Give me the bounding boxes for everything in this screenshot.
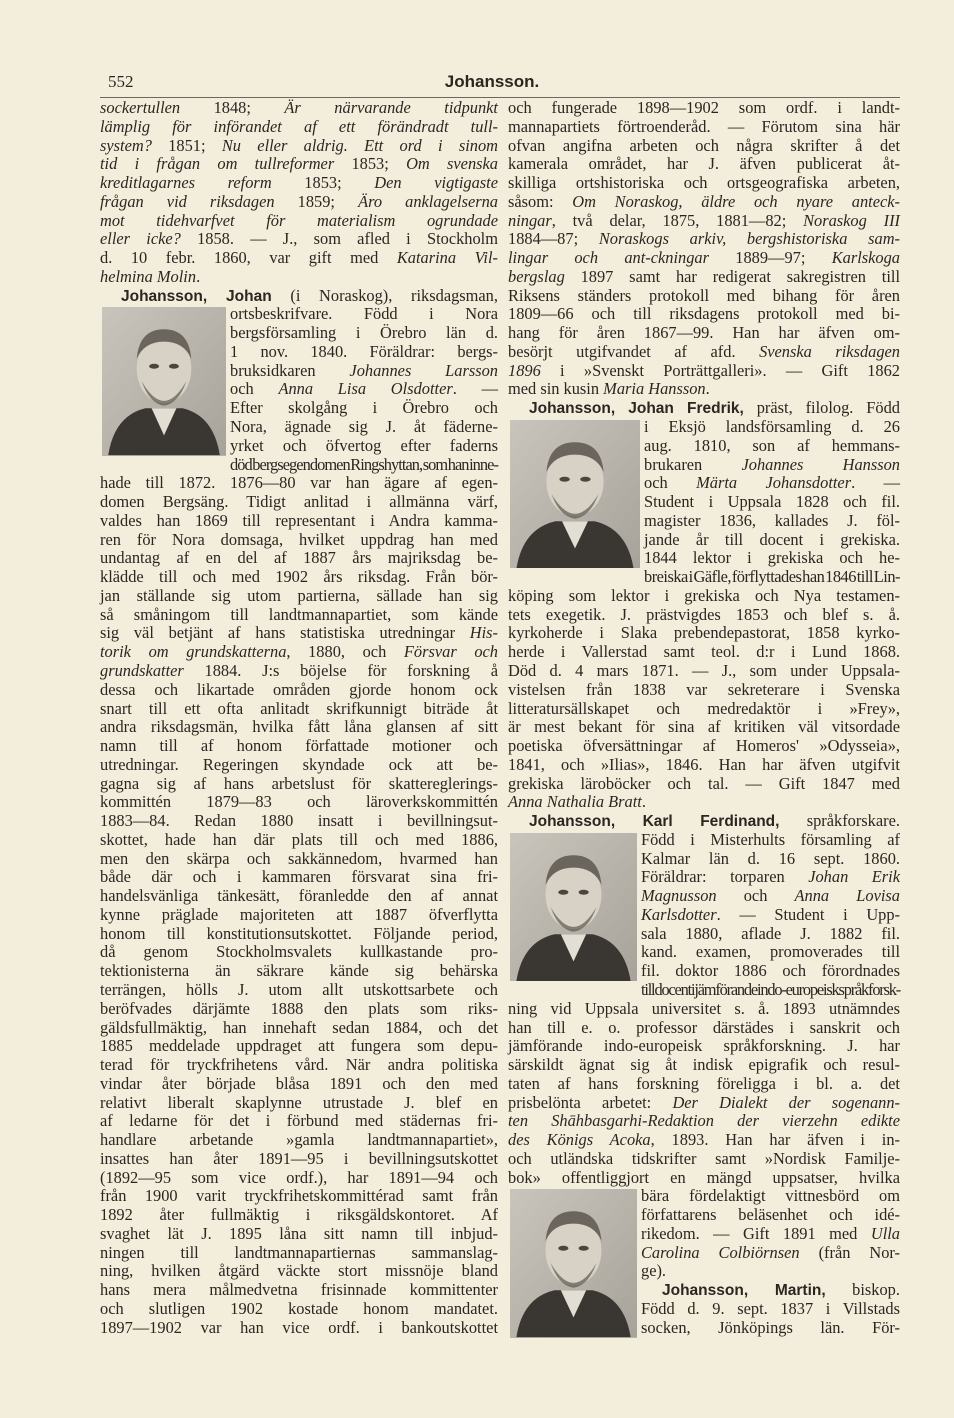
text-span: af ledarne för det i förbund med städernas fri-: [100, 1111, 498, 1131]
text-line: [508, 756, 900, 775]
text-span: jan ställande sig utom partierna, sällade han sig: [100, 585, 498, 605]
text-line: [508, 718, 900, 737]
text-line: [100, 1206, 498, 1225]
italic-text: Johan Erik: [808, 867, 901, 887]
text-line: [100, 568, 498, 587]
text-line: [100, 756, 498, 775]
text-line: [100, 1187, 498, 1206]
text-line: [100, 1019, 498, 1038]
text-line: [508, 155, 900, 174]
italic-text: Svenska riksdagen: [759, 341, 901, 361]
text-span: men den skärpa och sakkännedom, hvarmed han: [100, 848, 498, 868]
text-span: 1897 samt har redigerat sakregistren till: [564, 266, 900, 286]
text-line: [508, 568, 900, 587]
italic-text: helmina Molin: [100, 266, 197, 286]
text-span: hang för åren 1867—99. Han har äfven om-: [508, 323, 900, 343]
portrait-martin-johansson: [510, 1189, 637, 1337]
text-span: och: [230, 379, 279, 399]
text-line: [100, 887, 498, 906]
text-span: ortsbeskrifvare. Född i Nora: [230, 304, 498, 324]
text-line: [100, 681, 498, 700]
text-span: 1884. J:s böjelse för forskning å: [183, 660, 498, 680]
italic-text: Magnusson: [641, 886, 717, 906]
italic-text: Der Dialekt der sogenann-: [672, 1092, 900, 1112]
text-span: yrket och öfvertog efter faderns: [230, 435, 498, 455]
text-line: [508, 793, 900, 812]
text-line: [100, 268, 498, 287]
text-span: grekiska läroböcker och tal. — Gift 1847 med: [508, 773, 900, 793]
text-line: [100, 775, 498, 794]
text-line: [100, 1131, 498, 1150]
text-line: [508, 343, 900, 362]
text-line: [100, 1094, 498, 1113]
text-span: terrängen, hölls J. utom allt utskottsarbete och: [100, 979, 498, 999]
text-span: 1844 lektor i grekiska och he-: [644, 548, 900, 568]
text-line: [508, 1075, 900, 1094]
italic-text: ningar: [508, 210, 552, 230]
text-span: poetiska öfversättningar af Homeros' »Odysseia»,: [508, 736, 900, 756]
text-span: beröfvades därjämte 1888 den plats som riks-: [100, 998, 498, 1018]
italic-text: Katarina Vil-: [396, 248, 498, 268]
text-span: språkforskare.: [779, 811, 900, 831]
text-span: 1859;: [274, 191, 359, 211]
text-line: [100, 456, 498, 475]
text-span: litteratursällskapet och medredaktör i »Frey»,: [508, 698, 900, 718]
text-line: [100, 1169, 498, 1188]
text-line: [100, 174, 498, 193]
text-line: [508, 118, 900, 137]
text-span: och utländska tidskrifter samt »Nordisk Familje-: [508, 1148, 900, 1168]
text-line: [100, 587, 498, 606]
text-span: 1897—1902 var han vice ordf. i bankoutskottet: [100, 1317, 498, 1337]
text-span: .: [196, 266, 201, 286]
text-line: [100, 793, 498, 812]
text-span: vindar åter började blåsa 1891 och den med: [100, 1073, 498, 1093]
text-line: [508, 737, 900, 756]
text-span: magister 1836, kallades J. föl-: [644, 510, 900, 530]
text-span: undantag af en del af 1887 års majriksdag be-: [100, 548, 498, 568]
text-span: handelsvänliga tänkesätt, föranledde den af annat: [100, 886, 498, 906]
text-line: [100, 474, 498, 493]
text-line: [508, 324, 900, 343]
text-line: [508, 981, 900, 1000]
text-span: hade till 1872. 1876—80 var han ägare af egen-: [100, 473, 498, 493]
text-span: (från Nor-: [799, 1242, 900, 1262]
italic-text: Johannes Larsson: [349, 360, 499, 380]
text-span: död bergsegendomen Ringshyttan, som han inne-: [230, 454, 498, 474]
text-span: 1885 meddelade uppdraget att fungera som depu-: [100, 1036, 498, 1056]
text-span: 1853;: [271, 173, 375, 193]
text-span: 1809—66 och till riksdagens protokoll med bi-: [508, 304, 900, 324]
text-span: svaghet lät J. 1895 låna sitt namn till inbjud-: [100, 1223, 498, 1243]
text-line: [100, 493, 498, 512]
text-span: , 1893. Han har äfven i in-: [650, 1130, 900, 1150]
text-span: från 1900 varit tryckfrihetskommittérad samt från: [100, 1186, 498, 1206]
text-span: både där och i kammaren försvarat sina fri-: [100, 867, 498, 887]
text-span: sig väl betjänt af hans statistiska utredningar: [100, 623, 470, 643]
text-span: i Eksjö landsförsamling d. 26: [644, 417, 900, 437]
text-line: [508, 587, 900, 606]
text-span: jämförande indo-europeisk språkforskning. J. har: [508, 1036, 900, 1056]
text-line: [100, 1262, 498, 1281]
text-span: Född d. 9. sept. 1837 i Villstads: [641, 1299, 900, 1318]
text-line: [508, 1056, 900, 1075]
text-span: . — Student i Upp-: [716, 904, 900, 924]
text-line: [100, 700, 498, 719]
text-line: [508, 1000, 900, 1019]
text-line: [100, 606, 498, 625]
text-line: [100, 831, 498, 850]
text-line: [100, 1037, 498, 1056]
italic-text: Nu eller aldrig. Ett ord i sinom: [221, 135, 499, 155]
text-span: taten af hans forskning föreligga i bl. a. det: [508, 1073, 900, 1093]
italic-text: frågan vid riksdagen: [100, 191, 275, 211]
text-span: ningen till landtmannapartiernas sammanslag-: [100, 1242, 498, 1262]
text-span: så småningom till landtmannapartiet, som kände: [100, 604, 498, 624]
text-span: 1883—84. Redan 1880 insatt i bevillningsut-: [100, 811, 498, 831]
running-head: Johansson.: [444, 72, 540, 91]
italic-text: lingar och ant-ckningar: [508, 248, 709, 268]
text-line: [100, 249, 498, 268]
left-column: [100, 99, 498, 1338]
text-span: herde i Vallerstad samt teol. d:r i Lund 1868.: [508, 642, 900, 662]
italic-text: bergslag: [508, 266, 565, 286]
text-span: brukaren: [644, 454, 742, 474]
entry-name: Johansson, Johan: [121, 287, 272, 305]
text-span: andra riksdagsmän, hvilka fått låna glansen af sitt: [100, 717, 498, 737]
italic-text: Äro anklagelserna: [358, 191, 499, 211]
text-span: mannapartiets förtroenderåd. — Förutom sina här: [508, 116, 900, 136]
text-span: bruksidkaren: [230, 360, 350, 380]
text-span: tektionisterna än säkrare kände sig behärska: [100, 961, 498, 981]
text-line: [100, 1075, 498, 1094]
text-line: [508, 624, 900, 643]
text-line: [508, 1150, 900, 1169]
text-span: valdes han 1869 till representant i Andra kamma-: [100, 510, 498, 530]
italic-text: torik om grundskatterna: [100, 642, 287, 662]
text-span: 1 nov. 1840. Föräldrar: bergs-: [230, 341, 498, 361]
text-span: jande år till docent i grekiska.: [644, 529, 900, 549]
italic-text: Om Noraskog, äldre och nyare anteck-: [572, 191, 900, 211]
text-line: [100, 643, 498, 662]
text-span: såsom:: [508, 191, 573, 211]
entry-name: Johansson, Karl Ferdinand,: [529, 813, 780, 831]
text-line: [508, 1112, 900, 1131]
text-span: tets exegetik. J. prästvigdes 1853 och blef s. å.: [508, 604, 900, 624]
text-span: 1841, och »Ilias», 1846. Han har äfven utgifvit: [508, 754, 900, 774]
text-span: ge).: [641, 1261, 667, 1281]
text-span: . —: [452, 379, 498, 399]
text-span: och: [644, 473, 697, 493]
text-span: och: [716, 886, 795, 906]
text-line: [508, 775, 900, 794]
italic-text: des Königs Acoka: [508, 1130, 651, 1150]
text-span: klädde till och med 1902 års riksdag. Från bör-: [100, 567, 498, 587]
italic-text: Carolina Colbiörnsen: [641, 1242, 800, 1262]
text-line: [508, 700, 900, 719]
text-span: namn till af honom författade motioner och: [100, 736, 498, 756]
text-span: ning, hvilken åtgärd väckte stort missnöje bland: [100, 1261, 498, 1281]
text-span: biskop.: [825, 1280, 900, 1300]
text-span: 1851;: [151, 135, 222, 155]
text-span: och slutligen 1902 kostade honom mandatet.: [100, 1299, 498, 1318]
text-line: [100, 624, 498, 643]
italic-text: system?: [100, 135, 152, 155]
text-line: [508, 681, 900, 700]
text-span: 1848;: [180, 98, 285, 117]
text-span: . —: [851, 473, 900, 493]
text-span: honom till konstitutionsutskottet. Följande period,: [100, 923, 498, 943]
text-span: är mest bekant för sina af kritiken väl vitsordade: [508, 717, 900, 737]
text-line: [508, 380, 900, 399]
text-line: [100, 737, 498, 756]
text-line: [100, 1056, 498, 1075]
text-line: [100, 155, 498, 174]
text-span: med sin kusin: [508, 379, 604, 399]
text-line: [508, 137, 900, 156]
text-span: hans mera målmedvetna frisinnade kommittenter: [100, 1280, 498, 1300]
text-line: [100, 212, 498, 231]
text-line: [100, 137, 498, 156]
text-line: [100, 1150, 498, 1169]
text-span: breiska i Gäfle, förflyttades han 1846 till Lin-: [644, 567, 900, 587]
text-span: utredningar. Regeringen skyndade ock att be-: [100, 754, 498, 774]
text-span: skilliga ortshistoriska och ortsgeografiska arbeten,: [508, 173, 900, 193]
italic-text: kreditlagarnes reform: [100, 173, 272, 193]
text-span: kamerala området, har J. äfven publicerat åt-: [508, 154, 900, 174]
entry-heading-line: [508, 399, 900, 418]
text-line: [100, 868, 498, 887]
text-line: [100, 512, 498, 531]
italic-text: Noraskogs arkiv, bergshistoriska sam-: [598, 229, 900, 249]
italic-text: Den vigtigaste: [374, 173, 498, 193]
text-line: [508, 1019, 900, 1038]
text-line: [508, 362, 900, 381]
text-span: (i Noraskog), riksdagsman,: [271, 285, 498, 305]
italic-text: 1896: [508, 360, 541, 380]
text-line: [100, 193, 498, 212]
text-span: bok» offentliggjort en mängd uppsatser, hvilka: [508, 1167, 900, 1187]
text-span: 1853;: [334, 154, 407, 174]
text-line: [508, 174, 900, 193]
text-span: gäldsfullmäktig, han innehaft sedan 1884, och det: [100, 1017, 498, 1037]
portrait-johan-fredrik-johansson: [510, 420, 640, 568]
text-span: köping som lektor i grekiska och Nya testamen-: [508, 585, 900, 605]
text-span: bära fördelaktigt vittnesbörd om: [641, 1186, 900, 1206]
text-line: [508, 230, 900, 249]
italic-text: Anna Lovisa: [794, 886, 900, 906]
italic-text: Försvar och: [403, 642, 498, 662]
text-span: då genom Stockholmsvalets kullkastande pro-: [100, 942, 498, 962]
text-span: Riksens ständers protokoll med bihang för åren: [508, 285, 900, 305]
text-span: Föräldrar: torparen: [641, 867, 809, 887]
text-span: kommittén 1879—83 och läroverkskommittén: [100, 792, 498, 812]
text-line: [508, 1169, 900, 1188]
text-line: [508, 1094, 900, 1113]
page-header: [100, 72, 900, 94]
text-span: 1858. — J., som afled i Stockholm: [180, 229, 498, 249]
text-line: [508, 1037, 900, 1056]
italic-text: Är närvarande tidpunkt: [284, 98, 498, 117]
page-number: 552: [108, 72, 134, 91]
text-line: [100, 99, 498, 118]
text-line: [100, 943, 498, 962]
italic-text: tid i frågan om tullreformer: [100, 154, 335, 174]
text-span: relativt liberalt skaplynne utrustade J. blef en: [100, 1092, 498, 1112]
entry-heading-line: [100, 287, 498, 306]
text-span: ofvan angifna arbeten och några skrifter å det: [508, 135, 900, 155]
text-span: vistelsen från 1838 var sekreterare i Svenska: [508, 679, 900, 699]
italic-text: Ulla: [870, 1223, 900, 1243]
text-line: [100, 1000, 498, 1019]
text-span: Nora, ägnade sig J. åt fäderne-: [230, 417, 498, 437]
portrait-johan-johansson-noraskog: [102, 307, 226, 455]
text-span: Efter skolgång i Örebro och: [230, 398, 498, 418]
text-span: (1892—95 som vice ordf.), har 1891—94 och: [100, 1167, 498, 1187]
entry-heading-line: [508, 812, 900, 831]
text-span: , två delar, 1875, 1881—82;: [551, 210, 804, 230]
text-span: domen Bergsäng. Tidigt anlitad i allmänna värf,: [100, 492, 498, 512]
text-line: [508, 305, 900, 324]
text-line: [100, 1319, 498, 1338]
italic-text: mot tidehvarfvet för materialism ogrundade: [100, 210, 498, 230]
text-line: [100, 925, 498, 944]
text-span: .: [641, 792, 646, 812]
italic-text: Johannes Hansson: [741, 454, 900, 474]
italic-text: Märta Johansdotter: [696, 473, 852, 493]
text-line: [100, 118, 498, 137]
italic-text: His-: [469, 623, 498, 643]
text-span: i »Svenskt Porträttgalleri». — Gift 1862: [540, 360, 900, 380]
text-span: prisbelönta arbetet:: [508, 1092, 673, 1112]
text-line: [100, 718, 498, 737]
text-span: till docent i jämförande indo-europeisk språkforsk-: [641, 979, 900, 999]
text-line: [508, 287, 900, 306]
text-line: [100, 906, 498, 925]
text-span: besörjt utgifvandet af afd.: [508, 341, 760, 361]
text-span: skottet, hade han där plats till och med 1886,: [100, 829, 498, 849]
text-line: [100, 1300, 498, 1319]
text-span: , 1880, och: [286, 642, 404, 662]
right-column: [508, 99, 900, 1338]
text-line: [508, 268, 900, 287]
text-span: särskildt ägnat sig åt indisk epigrafik och resul-: [508, 1055, 900, 1075]
italic-text: Karlsdotter: [641, 904, 717, 924]
text-span: och fungerade 1898—1902 som ordf. i landt-: [508, 98, 900, 117]
text-span: aug. 1810, son af hemmans-: [644, 435, 900, 455]
text-line: [100, 1281, 498, 1300]
text-span: snart till ett ofta anlitadt skrifkunnigt biträde åt: [100, 698, 498, 718]
italic-text: Anna Lisa Olsdotter: [278, 379, 453, 399]
italic-text: Anna Nathalia Bratt: [508, 792, 642, 812]
text-span: bergsförsamling i Örebro län d.: [230, 323, 498, 343]
text-span: dessa och likartade områden gjorde honom ock: [100, 679, 498, 699]
text-line: [100, 962, 498, 981]
text-line: [508, 193, 900, 212]
text-span: präst, filolog. Född: [743, 398, 900, 418]
text-span: ren för Nora domsaga, hvilket uppdrag han med: [100, 529, 498, 549]
text-span: författarens beläsenhet och idé-: [641, 1205, 900, 1225]
text-span: ning vid Uppsala universitet s. å. 1893 utnämndes: [508, 998, 900, 1018]
text-span: fil. doktor 1886 och förordnades: [641, 961, 900, 981]
text-span: socken, Jönköpings län. För-: [641, 1317, 900, 1337]
text-span: Född i Misterhults församling af: [641, 829, 900, 849]
text-span: rikedom. — Gift 1891 med: [641, 1223, 871, 1243]
text-span: 1892 åter fullmäktig i riksgäldskontoret. Af: [100, 1205, 498, 1225]
italic-text: sockertullen: [100, 98, 181, 117]
text-line: [508, 212, 900, 231]
text-line: [100, 230, 498, 249]
text-span: 1889—97;: [708, 248, 832, 268]
text-line: [508, 643, 900, 662]
italic-text: Noraskog III: [803, 210, 901, 230]
text-line: [100, 1244, 498, 1263]
text-span: .: [705, 379, 710, 399]
text-span: 1884—87;: [508, 229, 599, 249]
italic-text: Om svenska: [406, 154, 498, 174]
text-line: [100, 850, 498, 869]
text-span: kand. examen, promoverades till: [641, 942, 900, 962]
italic-text: Maria Hansson: [603, 379, 706, 399]
italic-text: lämplig för införandet af ett förändradt tull-: [100, 116, 498, 136]
entry-name: Johansson, Martin,: [662, 1282, 826, 1300]
text-line: [508, 99, 900, 118]
text-line: [100, 662, 498, 681]
text-line: [100, 549, 498, 568]
text-span: Död d. 4 mars 1871. — J., som under Uppsala-: [508, 660, 900, 680]
italic-text: eller icke?: [100, 229, 181, 249]
text-span: gagna sig af hans arbetslust för skattereglerings-: [100, 773, 498, 793]
text-span: Kalmar län d. 16 sept. 1860.: [641, 848, 900, 868]
text-line: [100, 981, 498, 1000]
text-line: [508, 249, 900, 268]
text-span: sala 1880, aflade J. 1882 fil.: [641, 923, 900, 943]
text-line: [100, 1112, 498, 1131]
text-line: [508, 1131, 900, 1150]
text-line: [508, 606, 900, 625]
text-span: Student i Uppsala 1828 och fil.: [644, 492, 900, 512]
portrait-karl-ferdinand-johansson: [510, 833, 637, 981]
text-line: [100, 1225, 498, 1244]
entry-name: Johansson, Johan Fredrik,: [529, 400, 744, 418]
text-span: han till e. o. professor därstädes i sanskrit och: [508, 1017, 900, 1037]
text-span: d. 10 febr. 1860, var gift med: [100, 248, 397, 268]
text-span: kynne präglade majoriteten att 1887 öfverflytta: [100, 904, 498, 924]
text-line: [100, 531, 498, 550]
italic-text: ten Shāhbasgarhi-Redaktion der vierzehn edikte: [508, 1111, 900, 1131]
text-span: terad för tryckfrihetens vård. När andra politiska: [100, 1055, 498, 1075]
text-span: kyrkoherde i Slaka prebendepastorat, 1858 kyrko-: [508, 623, 900, 643]
text-span: insattes han åter 1891—95 i bevillningsutskottet: [100, 1148, 498, 1168]
text-line: [100, 812, 498, 831]
text-span: handlare arbetande »gamla landtmannapartiet»,: [100, 1130, 498, 1150]
italic-text: Karlskoga: [831, 248, 900, 268]
italic-text: grundskatter: [100, 660, 184, 680]
text-line: [508, 662, 900, 681]
